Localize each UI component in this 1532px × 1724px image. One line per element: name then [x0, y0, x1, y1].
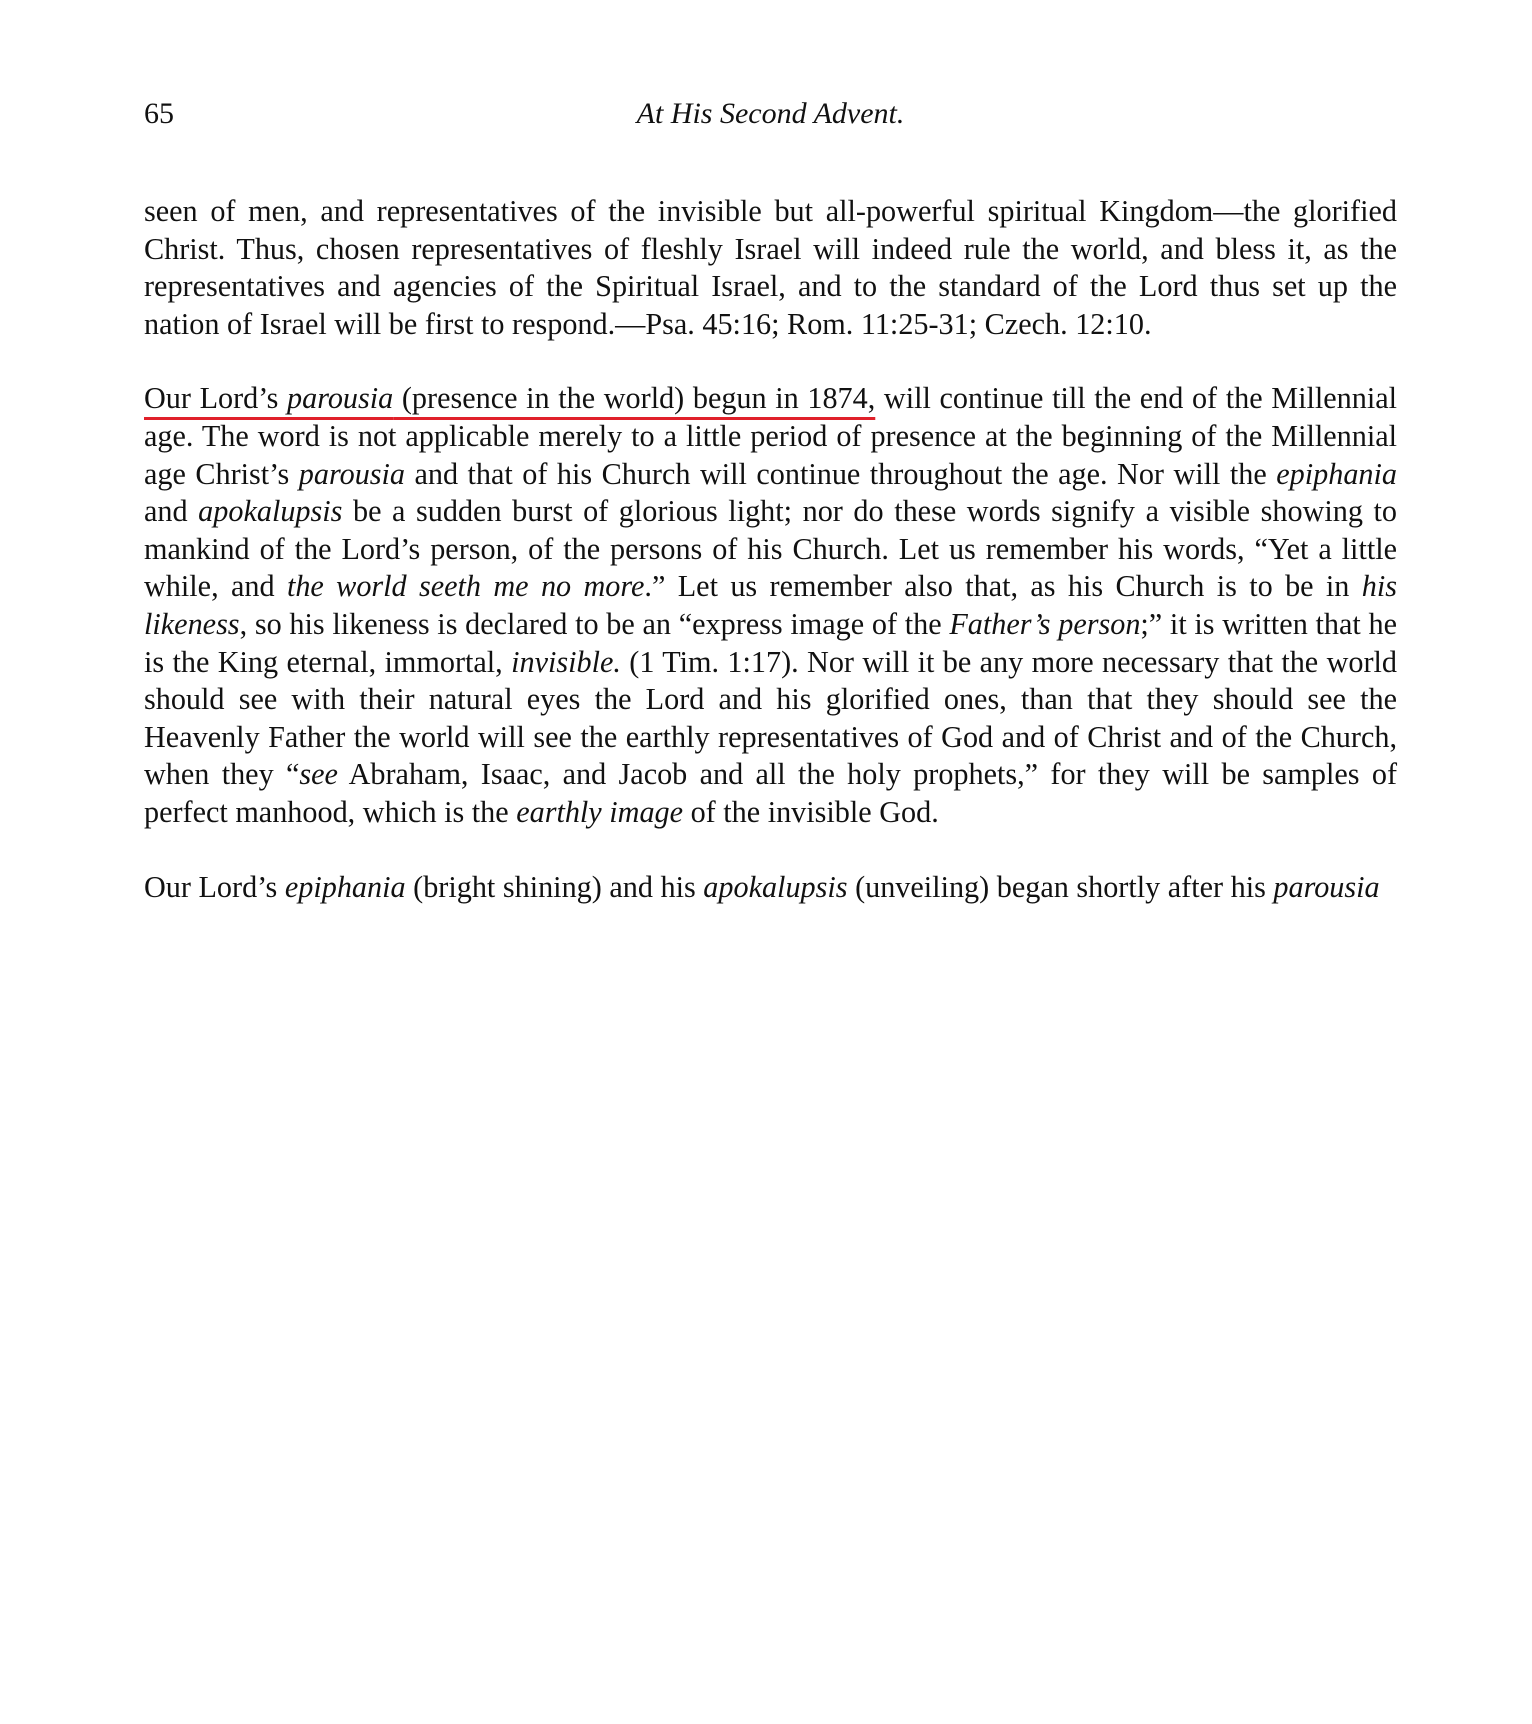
italic-term: epiphania	[1276, 456, 1397, 491]
paragraph-3	[144, 869, 1397, 907]
italic-term: apokalupsis	[703, 869, 848, 904]
paragraph-1	[144, 193, 1397, 343]
italic-term: parousia	[1273, 869, 1380, 904]
underlined-phrase	[144, 381, 875, 415]
paragraph-text: seen of men, and representatives of the invisible but all-powerful spiritual Kingdom—the glorified Christ. Thus, chosen representatives of fleshly Israel will indeed rule the world, and bless it, as the representatives and agencies of the Spiritual Israel, and to the standard of the Lord thus set up the nation of Israel will be first to respond.—Psa. 45:16; Rom. 11:25-31; Czech. 12:10.	[144, 194, 1397, 341]
paragraph-text: Abraham, Isaac, and Jacob and all the holy prophets,” for they will be samples of perfect manhood, which is the	[144, 757, 1397, 829]
paragraph-text: (unveiling) began shortly after his	[847, 869, 1274, 904]
italic-term: parousia	[298, 456, 406, 491]
page-header	[144, 94, 1397, 134]
paragraph-text: and that of his Church will continue throughout the age. Nor will the	[405, 456, 1277, 491]
italic-term: the world seeth me no more	[286, 569, 645, 604]
italic-term: his likeness	[144, 569, 1397, 641]
paragraph-text: of the invisible God.	[683, 794, 939, 829]
paragraph-text: ;” it is written that he is the King eternal, immortal,	[144, 606, 1397, 679]
paragraph-text: will continue till the end of the Millennial age. The word is not applicable merely to a little period of presence at the beginning of the Millennial age Christ’s	[144, 381, 1397, 491]
paragraph-text: and	[144, 494, 199, 529]
paragraph-2	[144, 380, 1397, 831]
running-title: At His Second Advent.	[636, 97, 905, 130]
paragraph-text: be a sudden burst of glorious light; nor do these words signify a visible showing to mankind of the Lord’s person, of the persons of his Church. Let us remember his words, “Yet a little while, and	[144, 494, 1397, 604]
italic-term: see	[299, 757, 338, 792]
paragraph-text: , so his likeness is declared to be an “express image of the	[239, 606, 950, 641]
italic-term: earthly image	[516, 794, 684, 829]
italic-term: Father’s person	[949, 606, 1141, 641]
paragraph-text: (bright shining) and his	[405, 869, 704, 904]
italic-term: apokalupsis	[198, 494, 343, 529]
paragraph-text: Our Lord’s	[144, 381, 288, 416]
paragraph-text: (1 Tim. 1:17). Nor will it be any more necessary that the world should see with their natural eyes the Lord and his glorified ones, than that they should see the Heavenly Father the world will see the earthly representatives of God and of Christ and of the Church, when they “	[144, 644, 1397, 792]
document-body	[144, 193, 1397, 943]
paragraph-text: Our Lord’s	[144, 869, 285, 904]
italic-term: invisible.	[511, 644, 621, 679]
page-number: 65	[144, 97, 174, 130]
paragraph-text: .” Let us remember also that, as his Church is to be in	[644, 569, 1362, 604]
italic-term: epiphania	[284, 869, 406, 904]
paragraph-text: (presence in the world) begun in 1874,	[393, 381, 876, 416]
italic-term: parousia	[287, 381, 394, 416]
